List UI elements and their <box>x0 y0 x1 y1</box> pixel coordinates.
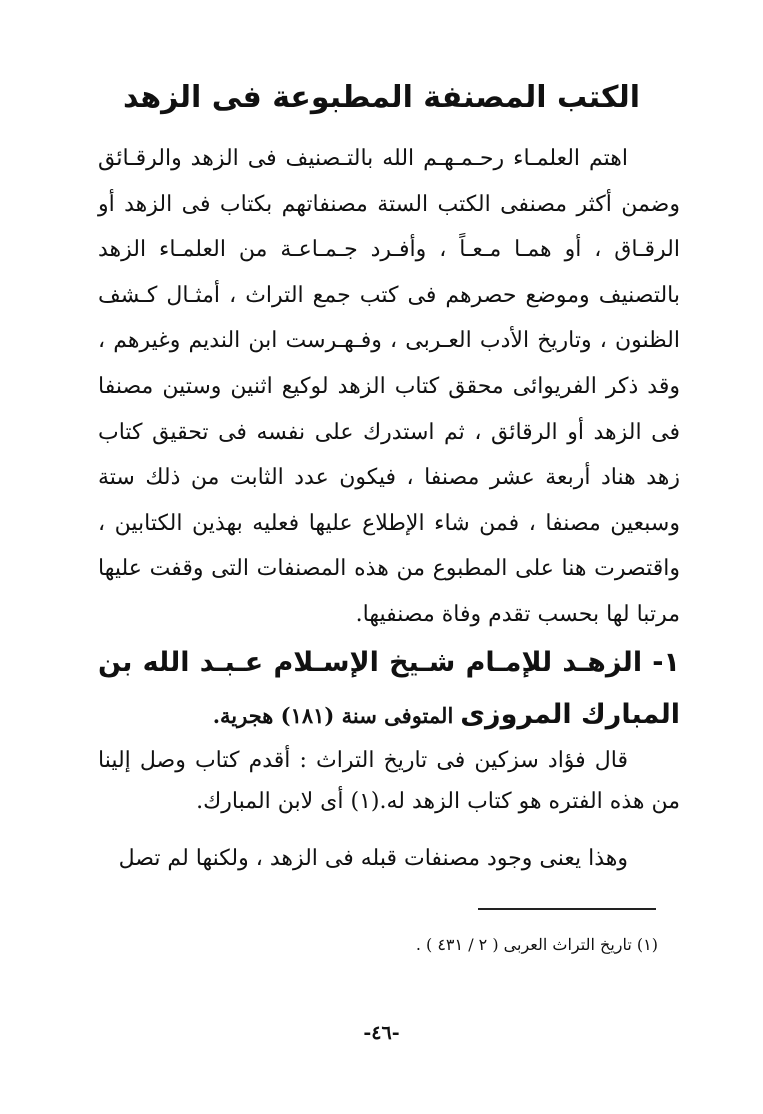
footnote: (١) تاريخ التراث العربى ( ٢ / ٤٣١ ) . <box>415 935 658 954</box>
item-1-paragraph <box>98 638 680 742</box>
footnote-divider <box>478 908 656 910</box>
item-1-heading: ١- الزهـد للإمـام شـيخ الإسـلام عـبـد الله بن المبارك المروزى <box>98 647 680 730</box>
closing-paragraph: وهذا يعنى وجود مصنفات قبله فى الزهد ، ولكنها لم تصل <box>118 846 628 871</box>
sezgin-paragraph: قال فؤاد سزكين فى تاريخ التراث : أقدم كتاب وصل إلينا من هذه الفتره هو كتاب الزهد له.(١) أى لابن المبارك. <box>98 748 680 814</box>
page-title: الكتب المصنفة المطبوعة فى الزهد <box>123 80 640 115</box>
item-1-tail: المتوفى سنة (١٨١) هجرية. <box>212 703 454 728</box>
intro-paragraph: اهتم العلمـاء رحـمـهـم الله بالتـصنيف فى الزهد والرقـائق وضمن أكثر مصنفى الكتب الستة مصنفاتهم بكتاب فى الزهد أو الرقـاق ، أو همـا مـعـاً ، وأفـرد جـمـاعـة من العلمـاء الزهد بالتصنيف وموضع حصرهم فى كتب جمع التراث ، أمثـال كـشف الظنون ، وتاريخ الأدب العـربى ، وفـهـرست ابن النديم وغيرهم ، وقد ذكر الفريوائى محقق كتاب الزهد لوكيع اثنين وستين مصنفا فى الزهد أو الرقائق ، ثم استدرك على نفسه فى تحقيق كتاب زهد هناد أربعة عشر مصنفا ، فيكون عدد الثابت من ذلك ستة وسبعين مصنفا ، فمن شاء الإطلاع عليها فعليه بهذين الكتابين ، واقتصرت هنا على المطبوع من هذه المصنفات التى وقفت عليها مرتبا لها بحسب تقدم وفاة مصنفيها. <box>98 146 680 627</box>
page-number: -٤٦- <box>363 1022 400 1044</box>
